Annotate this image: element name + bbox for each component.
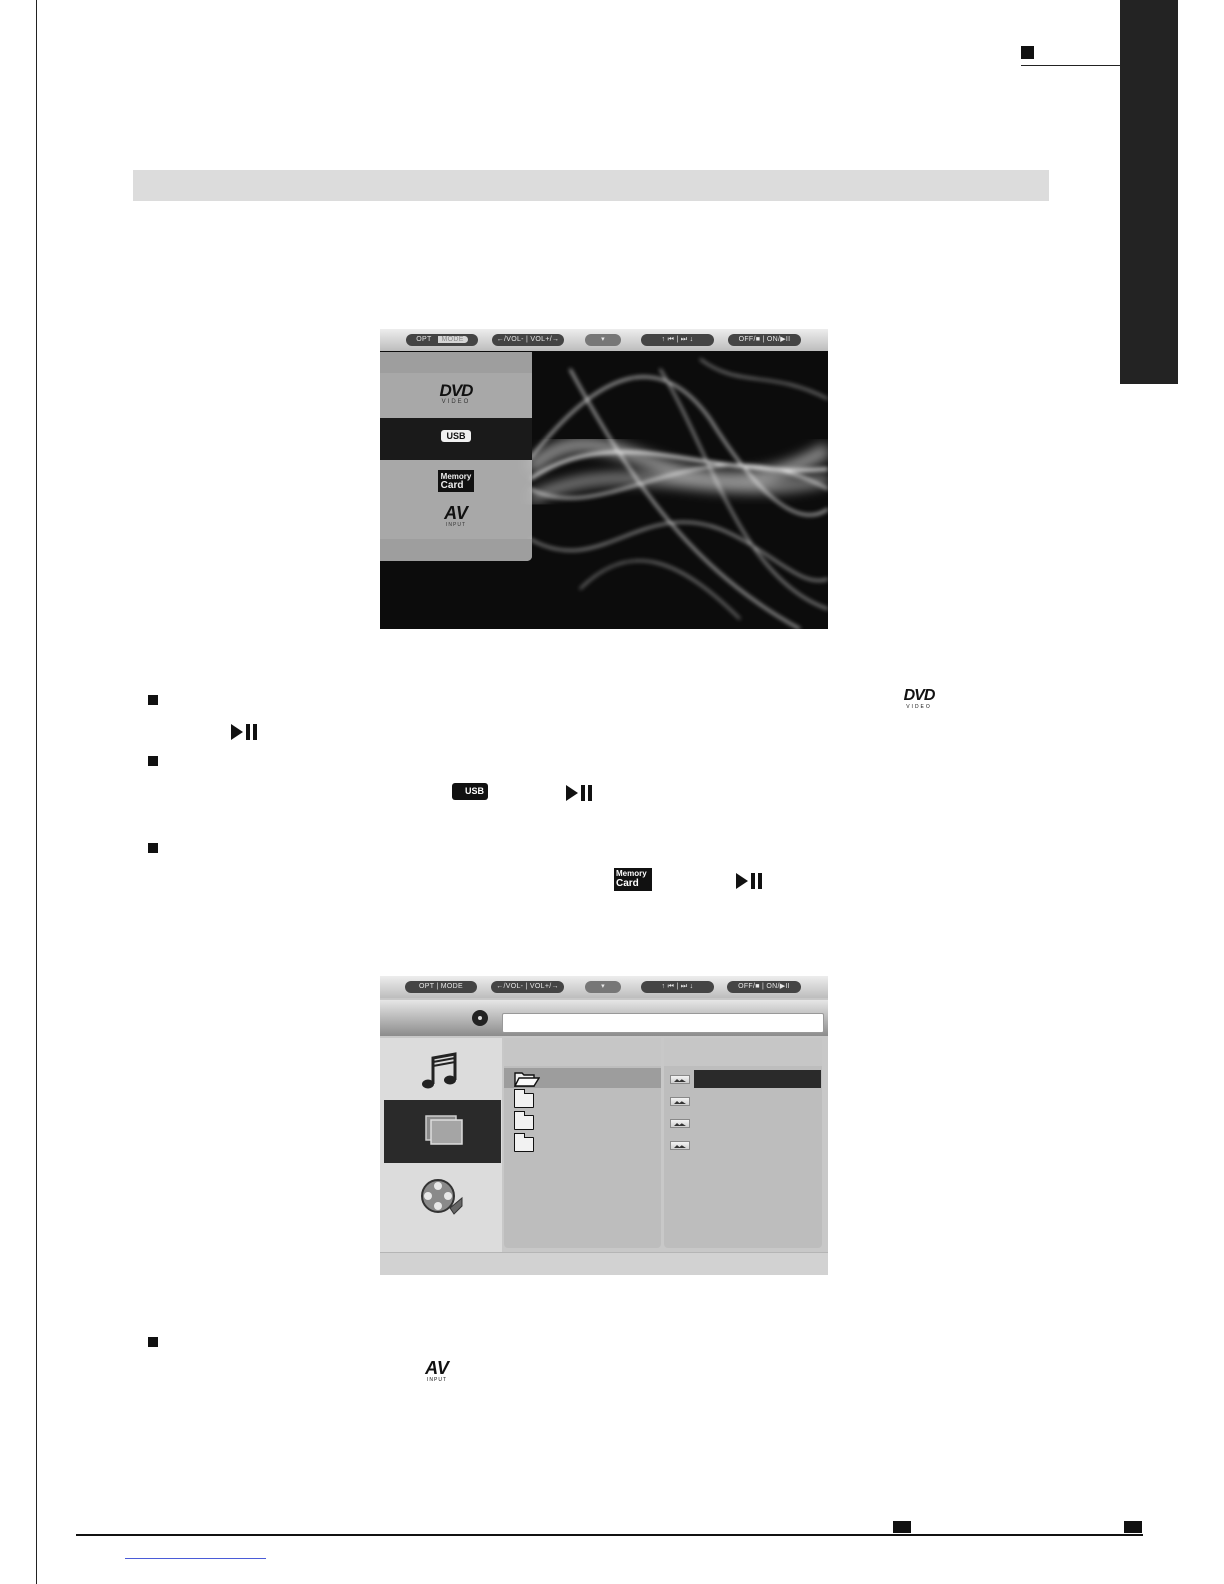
play-pause-icon xyxy=(231,723,259,741)
inline-av-logo-text: AV xyxy=(425,1358,449,1378)
inline-dvd-logo-text: DVD xyxy=(903,687,935,704)
disc-icon-hole xyxy=(478,1016,482,1020)
file-list-header xyxy=(664,1038,822,1066)
folder-row[interactable] xyxy=(504,1090,661,1110)
folder-icon xyxy=(514,1137,534,1152)
file-browser-screen xyxy=(380,976,828,1275)
browser-status-bar xyxy=(380,1252,828,1275)
av-logo: AV xyxy=(444,503,468,523)
footer-marker-left xyxy=(893,1521,911,1533)
path-field[interactable] xyxy=(502,1013,824,1033)
menu-icon: ▾ xyxy=(601,336,605,343)
remote-button-bar xyxy=(380,329,828,351)
navigation-button[interactable]: ↑ ⏮ | ⏭ ↓ xyxy=(641,981,714,993)
footer-link-underline[interactable] xyxy=(125,1558,266,1559)
footer-rule xyxy=(76,1534,1143,1536)
file-row-selected[interactable] xyxy=(664,1070,822,1088)
section-banner xyxy=(133,170,1049,201)
inline-dvd-logo-sub: VIDEO xyxy=(906,704,932,710)
menu-icon-button[interactable] xyxy=(585,981,621,993)
volume-button[interactable]: ←/VOL- | VOL+/→ xyxy=(492,334,564,346)
source-menu-screen xyxy=(380,329,828,629)
menu-footer-strip xyxy=(380,539,532,561)
folder-list-header xyxy=(504,1038,661,1066)
image-thumbnail-icon xyxy=(670,1097,690,1106)
source-menu-panel xyxy=(380,352,532,561)
opt-label: OPT xyxy=(416,336,432,343)
usb-logo xyxy=(441,430,470,442)
image-thumbnail-icon xyxy=(670,1119,690,1128)
folder-icon xyxy=(514,1115,534,1130)
source-item-usb[interactable] xyxy=(380,418,532,460)
play-pause-icon xyxy=(736,872,764,890)
file-row[interactable] xyxy=(664,1092,822,1110)
header-rule xyxy=(1021,65,1120,66)
source-item-memory-card[interactable] xyxy=(380,470,532,500)
remote-button-bar xyxy=(380,976,828,998)
footer-marker-right xyxy=(1124,1521,1142,1533)
image-thumbnail-icon xyxy=(670,1075,690,1084)
menu-icon: ▾ xyxy=(601,983,605,990)
file-row[interactable] xyxy=(664,1114,822,1132)
power-play-button[interactable]: OFF/■ | ON/▶II xyxy=(728,334,801,346)
file-list-panel xyxy=(664,1038,822,1248)
folder-row[interactable] xyxy=(504,1112,661,1132)
inline-memory-card-line2: Card xyxy=(616,878,639,889)
inline-usb-logo xyxy=(452,783,488,800)
bullet-4 xyxy=(148,1337,158,1347)
bullet-3 xyxy=(148,843,158,853)
power-play-button[interactable]: OFF/■ | ON/▶II xyxy=(727,981,801,993)
music-icon[interactable] xyxy=(420,1050,460,1090)
category-photo-selected[interactable] xyxy=(384,1100,501,1163)
dvd-logo-sub: VIDEO xyxy=(441,399,471,405)
disc-icon xyxy=(472,1010,488,1026)
image-thumbnail-icon xyxy=(670,1141,690,1150)
bullet-1 xyxy=(148,695,158,705)
opt-mode-button[interactable] xyxy=(406,334,478,346)
inline-usb-logo-text: USB xyxy=(464,786,484,796)
folder-row[interactable] xyxy=(504,1134,661,1154)
menu-icon-button[interactable] xyxy=(585,334,621,346)
memory-card-logo-line1: Memory xyxy=(440,472,472,481)
play-pause-icon xyxy=(566,784,594,802)
memory-card-logo xyxy=(438,470,475,492)
memory-card-logo-line2: Card xyxy=(440,480,464,491)
dvd-logo: DVD xyxy=(439,381,473,400)
source-item-av[interactable] xyxy=(380,505,532,535)
open-folder-icon xyxy=(514,1070,540,1087)
section-tab xyxy=(1120,0,1178,384)
opt-mode-button[interactable]: OPT | MODE xyxy=(405,981,477,993)
volume-button[interactable]: ←/VOL- | VOL+/→ xyxy=(491,981,564,993)
usb-logo-text: USB xyxy=(446,431,466,441)
folder-icon xyxy=(514,1093,534,1108)
folder-list-panel xyxy=(504,1038,661,1248)
folder-row-selected[interactable] xyxy=(504,1068,661,1088)
inline-memory-card-logo xyxy=(614,868,652,891)
path-header xyxy=(380,1000,828,1036)
inline-memory-card-line1: Memory xyxy=(616,869,647,878)
source-item-dvd[interactable] xyxy=(380,382,532,418)
navigation-button[interactable]: ↑ ⏮ | ⏭ ↓ xyxy=(641,334,714,346)
inline-av-logo xyxy=(422,1360,452,1383)
mode-label: MODE xyxy=(438,336,468,343)
av-logo-sub: INPUT xyxy=(446,522,466,528)
movie-icon[interactable] xyxy=(420,1176,464,1216)
inline-av-logo-sub: INPUT xyxy=(427,1377,447,1383)
file-row-highlight xyxy=(694,1070,821,1088)
header-marker xyxy=(1021,46,1034,59)
menu-header-strip xyxy=(380,352,532,373)
file-row[interactable] xyxy=(664,1136,822,1154)
bullet-2 xyxy=(148,756,158,766)
photo-icon xyxy=(424,1114,464,1146)
category-column xyxy=(380,1038,502,1252)
inline-dvd-logo xyxy=(898,688,940,710)
left-margin-line xyxy=(36,0,37,1584)
